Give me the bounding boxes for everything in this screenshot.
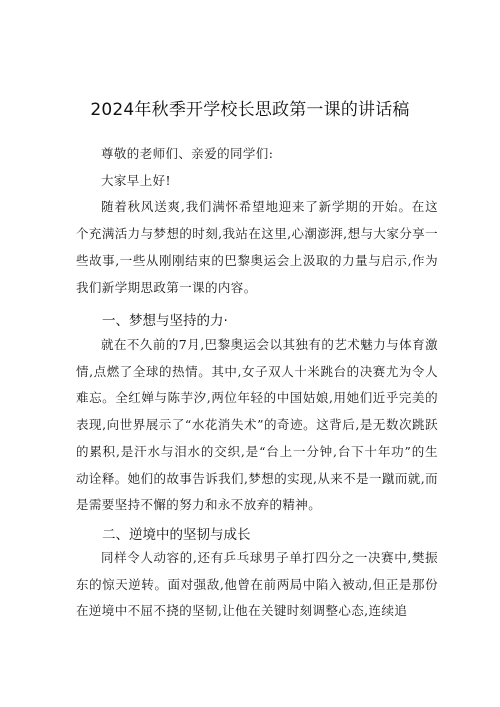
- intro-block: [76, 141, 438, 301]
- section-1-block: [76, 332, 438, 519]
- section-2-block: [76, 545, 438, 625]
- intro-paragraph: 随着秋风送爽,我们满怀希望地迎来了新学期的开始。在这个充满活力与梦想的时刻,我站在这里,心潮澎湃,想与大家分享一些故事,一些从刚刚结束的巴黎奥运会上汲取的力量与启示,作为我们新学期思政第一课的内容。: [76, 199, 438, 295]
- section-1-heading: 一、梦想与坚持的力·: [102, 313, 228, 329]
- document-title: 2024年秋季开学校长思政第一课的讲话稿: [90, 100, 410, 120]
- section-2-paragraph: 同样令人动容的,还有乒乓球男子单打四分之一决赛中,樊振东的惊天逆转。面对强敌,他曾在前两局中陷入被动,但正是那份在逆境中不屈不挠的坚韧,让他在关键时刻调整心态,连续追: [76, 550, 438, 619]
- greeting: 大家早上好!: [101, 172, 171, 188]
- section-2-heading: 二、逆境中的坚韧与成长: [102, 527, 251, 543]
- salutation: 尊敬的老师们、亲爱的同学们:: [101, 146, 274, 161]
- section-1-paragraph: 就在不久前的7月,巴黎奥运会以其独有的艺术魅力与体育激情,点燃了全球的热情。其中,女子双人十米跳台的决赛尤为令人难忘。全红婵与陈芋汐,两位年轻的中国姑娘,用她们近乎完美的表现,向世界展示了“水花消失术”的奇迹。这背后,是无数次跳跃的累积,是汗水与泪水的交织,是“台上一分钟,台下十年功”的生动诠释。她们的故事告诉我们,梦想的实现,从来不是一蹴而就,而是需要坚持不懈的努力和永不放弃的精神。: [76, 337, 438, 513]
